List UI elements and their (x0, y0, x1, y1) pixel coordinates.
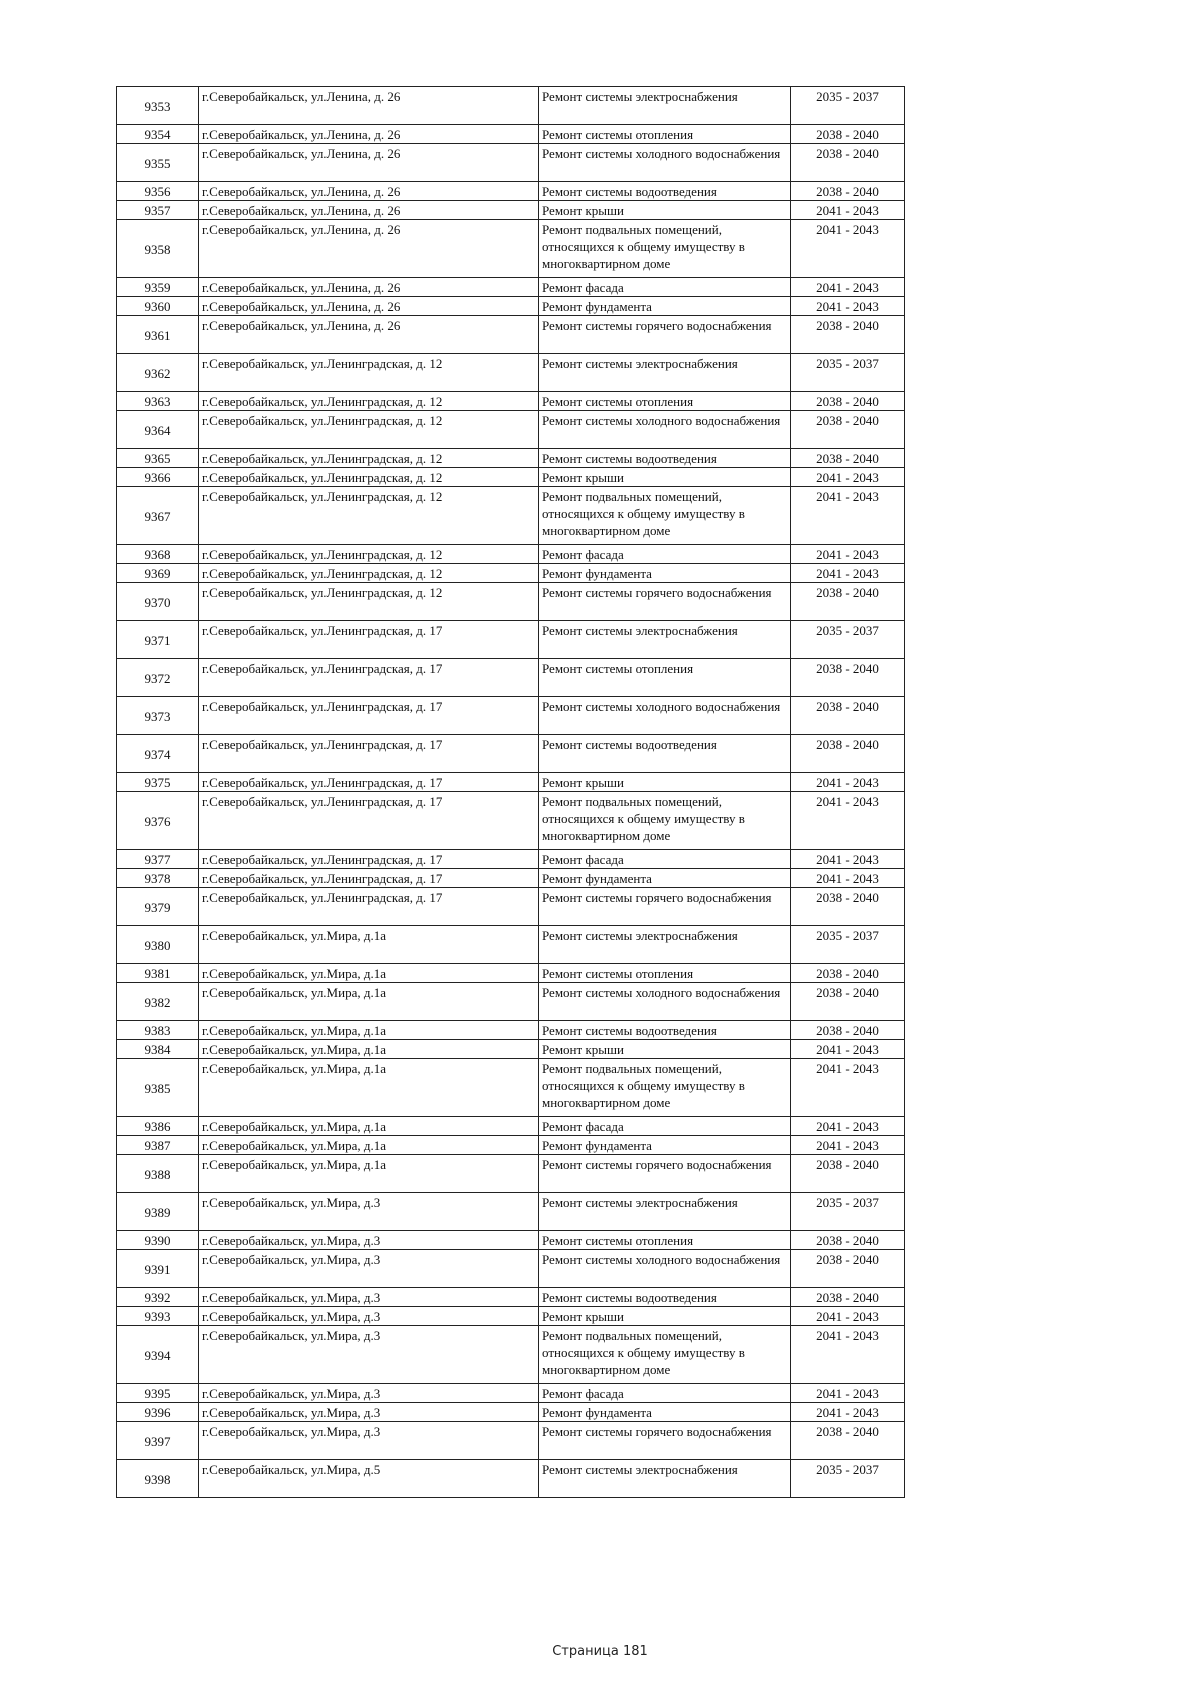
table-row (117, 1326, 905, 1384)
repair-schedule-table (116, 86, 905, 1498)
table-row (117, 983, 905, 1021)
work-type-cell: Ремонт фундамента (539, 1403, 791, 1422)
row-number-cell: 9395 (117, 1384, 199, 1403)
address-cell: г.Северобайкальск, ул.Мира, д.1а (199, 1117, 539, 1136)
term-cell: 2035 - 2037 (791, 354, 905, 392)
address-cell: г.Северобайкальск, ул.Мира, д.3 (199, 1250, 539, 1288)
work-type-cell: Ремонт системы горячего водоснабжения (539, 1422, 791, 1460)
row-number-cell: 9397 (117, 1422, 199, 1460)
work-type-cell: Ремонт системы электроснабжения (539, 354, 791, 392)
term-cell: 2038 - 2040 (791, 697, 905, 735)
work-type-cell: Ремонт системы электроснабжения (539, 87, 791, 125)
address-cell: г.Северобайкальск, ул.Ленинградская, д. 17 (199, 869, 539, 888)
address-cell: г.Северобайкальск, ул.Мира, д.3 (199, 1403, 539, 1422)
address-cell: г.Северобайкальск, ул.Мира, д.3 (199, 1384, 539, 1403)
term-cell: 2035 - 2037 (791, 926, 905, 964)
row-number-cell: 9366 (117, 468, 199, 487)
row-number-cell: 9356 (117, 182, 199, 201)
work-type-cell: Ремонт фундамента (539, 869, 791, 888)
table-row (117, 316, 905, 354)
address-cell: г.Северобайкальск, ул.Ленинградская, д. 17 (199, 659, 539, 697)
table-row (117, 1250, 905, 1288)
work-type-cell: Ремонт системы водоотведения (539, 449, 791, 468)
term-cell: 2041 - 2043 (791, 1403, 905, 1422)
work-type-cell: Ремонт системы водоотведения (539, 1288, 791, 1307)
term-cell: 2035 - 2037 (791, 621, 905, 659)
table-row (117, 792, 905, 850)
work-type-cell: Ремонт системы холодного водоснабжения (539, 983, 791, 1021)
work-type-cell: Ремонт системы отопления (539, 1231, 791, 1250)
work-type-cell: Ремонт системы электроснабжения (539, 621, 791, 659)
work-type-cell: Ремонт фасада (539, 278, 791, 297)
term-cell: 2038 - 2040 (791, 1288, 905, 1307)
table-row (117, 926, 905, 964)
term-cell: 2041 - 2043 (791, 220, 905, 278)
table-row (117, 1021, 905, 1040)
table-row (117, 125, 905, 144)
row-number-cell: 9371 (117, 621, 199, 659)
term-cell: 2041 - 2043 (791, 487, 905, 545)
row-number-cell: 9394 (117, 1326, 199, 1384)
row-number-cell: 9354 (117, 125, 199, 144)
work-type-cell: Ремонт подвальных помещений, относящихся к общему имуществу в многоквартирном доме (539, 220, 791, 278)
table-row (117, 850, 905, 869)
work-type-cell: Ремонт системы водоотведения (539, 182, 791, 201)
term-cell: 2041 - 2043 (791, 773, 905, 792)
term-cell: 2041 - 2043 (791, 1136, 905, 1155)
address-cell: г.Северобайкальск, ул.Ленина, д. 26 (199, 182, 539, 201)
address-cell: г.Северобайкальск, ул.Мира, д.1а (199, 1155, 539, 1193)
term-cell: 2041 - 2043 (791, 1117, 905, 1136)
term-cell: 2038 - 2040 (791, 449, 905, 468)
table-row (117, 297, 905, 316)
row-number-cell: 9361 (117, 316, 199, 354)
table-row (117, 1117, 905, 1136)
table-row (117, 468, 905, 487)
row-number-cell: 9359 (117, 278, 199, 297)
table-row (117, 1422, 905, 1460)
address-cell: г.Северобайкальск, ул.Ленинградская, д. 17 (199, 792, 539, 850)
work-type-cell: Ремонт фасада (539, 850, 791, 869)
row-number-cell: 9365 (117, 449, 199, 468)
work-type-cell: Ремонт системы водоотведения (539, 735, 791, 773)
table-row (117, 182, 905, 201)
term-cell: 2038 - 2040 (791, 964, 905, 983)
table-row (117, 1231, 905, 1250)
row-number-cell: 9353 (117, 87, 199, 125)
term-cell: 2038 - 2040 (791, 1250, 905, 1288)
term-cell: 2041 - 2043 (791, 297, 905, 316)
term-cell: 2038 - 2040 (791, 1231, 905, 1250)
work-type-cell: Ремонт системы отопления (539, 964, 791, 983)
address-cell: г.Северобайкальск, ул.Мира, д.1а (199, 1040, 539, 1059)
table-row (117, 144, 905, 182)
table-row (117, 1403, 905, 1422)
address-cell: г.Северобайкальск, ул.Ленинградская, д. 12 (199, 468, 539, 487)
table-row (117, 1307, 905, 1326)
work-type-cell: Ремонт подвальных помещений, относящихся к общему имуществу в многоквартирном доме (539, 1059, 791, 1117)
row-number-cell: 9383 (117, 1021, 199, 1040)
table-row (117, 1460, 905, 1498)
work-type-cell: Ремонт фундамента (539, 564, 791, 583)
work-type-cell: Ремонт системы холодного водоснабжения (539, 1250, 791, 1288)
term-cell: 2041 - 2043 (791, 792, 905, 850)
term-cell: 2038 - 2040 (791, 1155, 905, 1193)
table-row (117, 278, 905, 297)
work-type-cell: Ремонт подвальных помещений, относящихся к общему имуществу в многоквартирном доме (539, 487, 791, 545)
row-number-cell: 9373 (117, 697, 199, 735)
table-row (117, 220, 905, 278)
row-number-cell: 9385 (117, 1059, 199, 1117)
work-type-cell: Ремонт системы горячего водоснабжения (539, 583, 791, 621)
address-cell: г.Северобайкальск, ул.Мира, д.3 (199, 1193, 539, 1231)
term-cell: 2041 - 2043 (791, 468, 905, 487)
work-type-cell: Ремонт системы отопления (539, 125, 791, 144)
address-cell: г.Северобайкальск, ул.Ленинградская, д. 17 (199, 773, 539, 792)
table-row (117, 564, 905, 583)
address-cell: г.Северобайкальск, ул.Ленина, д. 26 (199, 278, 539, 297)
term-cell: 2041 - 2043 (791, 1040, 905, 1059)
address-cell: г.Северобайкальск, ул.Мира, д.3 (199, 1231, 539, 1250)
term-cell: 2041 - 2043 (791, 545, 905, 564)
work-type-cell: Ремонт системы водоотведения (539, 1021, 791, 1040)
work-type-cell: Ремонт системы холодного водоснабжения (539, 697, 791, 735)
address-cell: г.Северобайкальск, ул.Ленина, д. 26 (199, 316, 539, 354)
work-type-cell: Ремонт системы холодного водоснабжения (539, 144, 791, 182)
row-number-cell: 9392 (117, 1288, 199, 1307)
table-row (117, 869, 905, 888)
address-cell: г.Северобайкальск, ул.Ленина, д. 26 (199, 297, 539, 316)
work-type-cell: Ремонт крыши (539, 201, 791, 220)
row-number-cell: 9389 (117, 1193, 199, 1231)
address-cell: г.Северобайкальск, ул.Ленинградская, д. 12 (199, 487, 539, 545)
address-cell: г.Северобайкальск, ул.Мира, д.1а (199, 983, 539, 1021)
row-number-cell: 9369 (117, 564, 199, 583)
row-number-cell: 9363 (117, 392, 199, 411)
table-row (117, 1040, 905, 1059)
row-number-cell: 9360 (117, 297, 199, 316)
term-cell: 2038 - 2040 (791, 182, 905, 201)
table-row (117, 1136, 905, 1155)
address-cell: г.Северобайкальск, ул.Ленинградская, д. 12 (199, 411, 539, 449)
address-cell: г.Северобайкальск, ул.Ленинградская, д. 12 (199, 564, 539, 583)
table-row (117, 1288, 905, 1307)
term-cell: 2035 - 2037 (791, 1193, 905, 1231)
table-row (117, 449, 905, 468)
row-number-cell: 9382 (117, 983, 199, 1021)
work-type-cell: Ремонт подвальных помещений, относящихся к общему имуществу в многоквартирном доме (539, 792, 791, 850)
work-type-cell: Ремонт подвальных помещений, относящихся к общему имуществу в многоквартирном доме (539, 1326, 791, 1384)
table-row (117, 964, 905, 983)
work-type-cell: Ремонт фасада (539, 1117, 791, 1136)
row-number-cell: 9380 (117, 926, 199, 964)
work-type-cell: Ремонт системы электроснабжения (539, 1193, 791, 1231)
address-cell: г.Северобайкальск, ул.Мира, д.1а (199, 1136, 539, 1155)
table-row (117, 659, 905, 697)
table-row (117, 1059, 905, 1117)
row-number-cell: 9384 (117, 1040, 199, 1059)
address-cell: г.Северобайкальск, ул.Мира, д.3 (199, 1326, 539, 1384)
row-number-cell: 9379 (117, 888, 199, 926)
address-cell: г.Северобайкальск, ул.Ленина, д. 26 (199, 201, 539, 220)
table-row (117, 201, 905, 220)
row-number-cell: 9393 (117, 1307, 199, 1326)
work-type-cell: Ремонт системы горячего водоснабжения (539, 888, 791, 926)
row-number-cell: 9381 (117, 964, 199, 983)
term-cell: 2038 - 2040 (791, 316, 905, 354)
row-number-cell: 9396 (117, 1403, 199, 1422)
address-cell: г.Северобайкальск, ул.Ленинградская, д. 17 (199, 697, 539, 735)
address-cell: г.Северобайкальск, ул.Ленинградская, д. 17 (199, 735, 539, 773)
address-cell: г.Северобайкальск, ул.Ленина, д. 26 (199, 125, 539, 144)
term-cell: 2038 - 2040 (791, 144, 905, 182)
address-cell: г.Северобайкальск, ул.Мира, д.3 (199, 1307, 539, 1326)
table-row (117, 1155, 905, 1193)
term-cell: 2038 - 2040 (791, 583, 905, 621)
table-row (117, 1384, 905, 1403)
work-type-cell: Ремонт фундамента (539, 297, 791, 316)
term-cell: 2041 - 2043 (791, 201, 905, 220)
term-cell: 2038 - 2040 (791, 392, 905, 411)
table-row (117, 773, 905, 792)
row-number-cell: 9386 (117, 1117, 199, 1136)
term-cell: 2038 - 2040 (791, 983, 905, 1021)
term-cell: 2041 - 2043 (791, 1326, 905, 1384)
address-cell: г.Северобайкальск, ул.Мира, д.1а (199, 1059, 539, 1117)
address-cell: г.Северобайкальск, ул.Ленинградская, д. 12 (199, 583, 539, 621)
term-cell: 2038 - 2040 (791, 411, 905, 449)
table-row (117, 621, 905, 659)
work-type-cell: Ремонт системы холодного водоснабжения (539, 411, 791, 449)
table-row (117, 697, 905, 735)
address-cell: г.Северобайкальск, ул.Ленина, д. 26 (199, 87, 539, 125)
table-row (117, 354, 905, 392)
row-number-cell: 9355 (117, 144, 199, 182)
work-type-cell: Ремонт крыши (539, 773, 791, 792)
term-cell: 2041 - 2043 (791, 1307, 905, 1326)
row-number-cell: 9362 (117, 354, 199, 392)
work-type-cell: Ремонт системы горячего водоснабжения (539, 316, 791, 354)
term-cell: 2035 - 2037 (791, 87, 905, 125)
row-number-cell: 9367 (117, 487, 199, 545)
address-cell: г.Северобайкальск, ул.Ленинградская, д. 17 (199, 621, 539, 659)
address-cell: г.Северобайкальск, ул.Ленинградская, д. 12 (199, 392, 539, 411)
work-type-cell: Ремонт системы отопления (539, 659, 791, 697)
term-cell: 2041 - 2043 (791, 1384, 905, 1403)
row-number-cell: 9388 (117, 1155, 199, 1193)
work-type-cell: Ремонт фундамента (539, 1136, 791, 1155)
row-number-cell: 9391 (117, 1250, 199, 1288)
address-cell: г.Северобайкальск, ул.Мира, д.5 (199, 1460, 539, 1498)
address-cell: г.Северобайкальск, ул.Мира, д.1а (199, 926, 539, 964)
term-cell: 2038 - 2040 (791, 1422, 905, 1460)
term-cell: 2041 - 2043 (791, 850, 905, 869)
term-cell: 2041 - 2043 (791, 869, 905, 888)
work-type-cell: Ремонт системы электроснабжения (539, 926, 791, 964)
work-type-cell: Ремонт крыши (539, 468, 791, 487)
work-type-cell: Ремонт системы электроснабжения (539, 1460, 791, 1498)
table-row (117, 545, 905, 564)
row-number-cell: 9374 (117, 735, 199, 773)
row-number-cell: 9387 (117, 1136, 199, 1155)
term-cell: 2038 - 2040 (791, 659, 905, 697)
address-cell: г.Северобайкальск, ул.Ленина, д. 26 (199, 144, 539, 182)
address-cell: г.Северобайкальск, ул.Мира, д.3 (199, 1288, 539, 1307)
row-number-cell: 9358 (117, 220, 199, 278)
work-type-cell: Ремонт системы отопления (539, 392, 791, 411)
work-type-cell: Ремонт фасада (539, 1384, 791, 1403)
address-cell: г.Северобайкальск, ул.Ленинградская, д. 12 (199, 545, 539, 564)
table-row (117, 411, 905, 449)
term-cell: 2038 - 2040 (791, 735, 905, 773)
row-number-cell: 9378 (117, 869, 199, 888)
row-number-cell: 9398 (117, 1460, 199, 1498)
address-cell: г.Северобайкальск, ул.Мира, д.1а (199, 964, 539, 983)
address-cell: г.Северобайкальск, ул.Мира, д.1а (199, 1021, 539, 1040)
row-number-cell: 9368 (117, 545, 199, 564)
work-type-cell: Ремонт крыши (539, 1040, 791, 1059)
table-row (117, 487, 905, 545)
row-number-cell: 9370 (117, 583, 199, 621)
row-number-cell: 9376 (117, 792, 199, 850)
term-cell: 2041 - 2043 (791, 1059, 905, 1117)
address-cell: г.Северобайкальск, ул.Ленина, д. 26 (199, 220, 539, 278)
term-cell: 2035 - 2037 (791, 1460, 905, 1498)
table-body (117, 87, 905, 1498)
term-cell: 2041 - 2043 (791, 564, 905, 583)
work-type-cell: Ремонт крыши (539, 1307, 791, 1326)
row-number-cell: 9364 (117, 411, 199, 449)
address-cell: г.Северобайкальск, ул.Ленинградская, д. 17 (199, 850, 539, 869)
page-number: Страница 181 (552, 1644, 648, 1659)
table-row (117, 1193, 905, 1231)
term-cell: 2038 - 2040 (791, 125, 905, 144)
term-cell: 2038 - 2040 (791, 888, 905, 926)
table-row (117, 87, 905, 125)
address-cell: г.Северобайкальск, ул.Ленинградская, д. 12 (199, 354, 539, 392)
address-cell: г.Северобайкальск, ул.Мира, д.3 (199, 1422, 539, 1460)
row-number-cell: 9357 (117, 201, 199, 220)
row-number-cell: 9377 (117, 850, 199, 869)
work-type-cell: Ремонт фасада (539, 545, 791, 564)
row-number-cell: 9375 (117, 773, 199, 792)
table-row (117, 392, 905, 411)
table-row (117, 888, 905, 926)
work-type-cell: Ремонт системы горячего водоснабжения (539, 1155, 791, 1193)
term-cell: 2041 - 2043 (791, 278, 905, 297)
address-cell: г.Северобайкальск, ул.Ленинградская, д. 17 (199, 888, 539, 926)
table-row (117, 583, 905, 621)
table-row (117, 735, 905, 773)
term-cell: 2038 - 2040 (791, 1021, 905, 1040)
address-cell: г.Северобайкальск, ул.Ленинградская, д. 12 (199, 449, 539, 468)
row-number-cell: 9390 (117, 1231, 199, 1250)
row-number-cell: 9372 (117, 659, 199, 697)
